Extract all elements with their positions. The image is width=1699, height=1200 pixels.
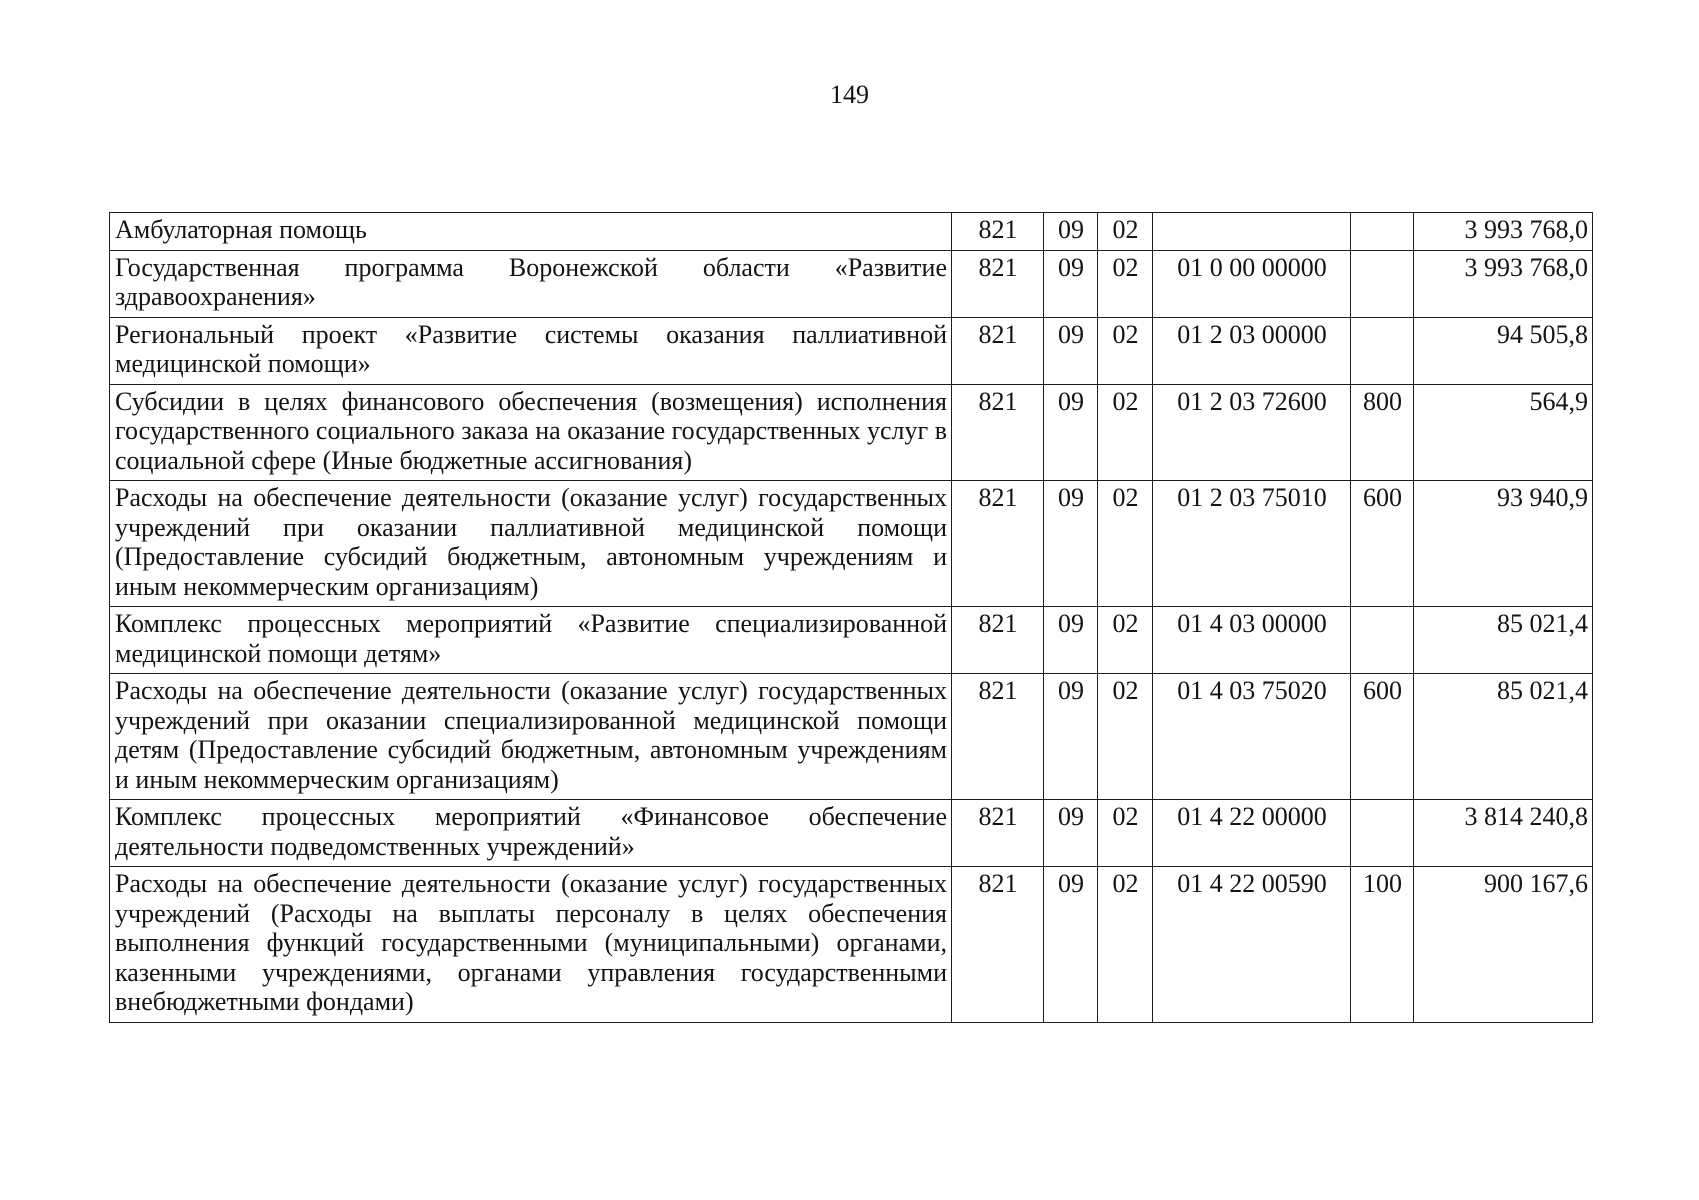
- section-code: 09: [1044, 481, 1098, 607]
- expense-type-code: [1351, 607, 1414, 674]
- target-article-code: 01 0 00 00000: [1153, 250, 1351, 317]
- table-row: [110, 800, 1593, 867]
- row-name: Расходы на обеспечение деятельности (оказание услуг) государственных учреждений при оказании паллиативной медицинской помощи (Предоставление субсидий бюджетным, автономным учреждениям и иным некоммерческим организациям): [110, 481, 952, 607]
- expense-type-code: 800: [1351, 384, 1414, 481]
- subsection-code: 02: [1098, 800, 1153, 867]
- table-row: [110, 607, 1593, 674]
- subsection-code: 02: [1098, 607, 1153, 674]
- section-code: 09: [1044, 317, 1098, 384]
- budget-table: [109, 212, 1593, 1023]
- subsection-code: 02: [1098, 674, 1153, 800]
- subsection-code: 02: [1098, 213, 1153, 251]
- row-name: Расходы на обеспечение деятельности (оказание услуг) государственных учреждений (Расходы на выплаты персоналу в целях обеспечения выполнения функций государственными (муниципальными) органами, казенными учреждениями, органами управления государственными внебюджетными фондами): [110, 867, 952, 1023]
- amount: 85 021,4: [1414, 674, 1593, 800]
- row-name: Комплекс процессных мероприятий «Развитие специализированной медицинской помощи детям»: [110, 607, 952, 674]
- table-row: [110, 213, 1593, 251]
- row-name: Комплекс процессных мероприятий «Финансовое обеспечение деятельности подведомственных учреждений»: [110, 800, 952, 867]
- target-article-code: 01 4 03 75020: [1153, 674, 1351, 800]
- target-article-code: 01 4 22 00000: [1153, 800, 1351, 867]
- table-row: [110, 317, 1593, 384]
- expense-type-code: [1351, 213, 1414, 251]
- row-name: Расходы на обеспечение деятельности (оказание услуг) государственных учреждений при оказании специализированной медицинской помощи детям (Предоставление субсидий бюджетным, автономным учреждениям и иным некоммерческим организациям): [110, 674, 952, 800]
- table-row: [110, 867, 1593, 1023]
- section-code: 09: [1044, 800, 1098, 867]
- grbs-code: 821: [952, 384, 1044, 481]
- table-row: [110, 384, 1593, 481]
- row-name: Субсидии в целях финансового обеспечения (возмещения) исполнения государственного социального заказа на оказание государственных услуг в социальной сфере (Иные бюджетные ассигнования): [110, 384, 952, 481]
- target-article-code: 01 4 03 00000: [1153, 607, 1351, 674]
- section-code: 09: [1044, 607, 1098, 674]
- table-row: [110, 481, 1593, 607]
- amount: 3 814 240,8: [1414, 800, 1593, 867]
- amount: 93 940,9: [1414, 481, 1593, 607]
- grbs-code: 821: [952, 481, 1044, 607]
- section-code: 09: [1044, 384, 1098, 481]
- target-article-code: 01 2 03 72600: [1153, 384, 1351, 481]
- target-article-code: [1153, 213, 1351, 251]
- target-article-code: 01 4 22 00590: [1153, 867, 1351, 1023]
- amount: 900 167,6: [1414, 867, 1593, 1023]
- row-name: Амбулаторная помощь: [110, 213, 952, 251]
- subsection-code: 02: [1098, 481, 1153, 607]
- subsection-code: 02: [1098, 867, 1153, 1023]
- section-code: 09: [1044, 867, 1098, 1023]
- grbs-code: 821: [952, 213, 1044, 251]
- grbs-code: 821: [952, 674, 1044, 800]
- amount: 3 993 768,0: [1414, 250, 1593, 317]
- subsection-code: 02: [1098, 384, 1153, 481]
- section-code: 09: [1044, 213, 1098, 251]
- row-name: Государственная программа Воронежской области «Развитие здравоохранения»: [110, 250, 952, 317]
- amount: 564,9: [1414, 384, 1593, 481]
- grbs-code: 821: [952, 607, 1044, 674]
- subsection-code: 02: [1098, 250, 1153, 317]
- amount: 94 505,8: [1414, 317, 1593, 384]
- amount: 85 021,4: [1414, 607, 1593, 674]
- section-code: 09: [1044, 674, 1098, 800]
- grbs-code: 821: [952, 867, 1044, 1023]
- target-article-code: 01 2 03 00000: [1153, 317, 1351, 384]
- subsection-code: 02: [1098, 317, 1153, 384]
- grbs-code: 821: [952, 800, 1044, 867]
- section-code: 09: [1044, 250, 1098, 317]
- table-row: [110, 674, 1593, 800]
- table-row: [110, 250, 1593, 317]
- row-name: Региональный проект «Развитие системы оказания паллиативной медицинской помощи»: [110, 317, 952, 384]
- target-article-code: 01 2 03 75010: [1153, 481, 1351, 607]
- expense-type-code: [1351, 317, 1414, 384]
- amount: 3 993 768,0: [1414, 213, 1593, 251]
- grbs-code: 821: [952, 250, 1044, 317]
- page-number: 149: [830, 80, 869, 109]
- expense-type-code: 600: [1351, 674, 1414, 800]
- expense-type-code: [1351, 800, 1414, 867]
- expense-type-code: [1351, 250, 1414, 317]
- expense-type-code: 600: [1351, 481, 1414, 607]
- grbs-code: 821: [952, 317, 1044, 384]
- expense-type-code: 100: [1351, 867, 1414, 1023]
